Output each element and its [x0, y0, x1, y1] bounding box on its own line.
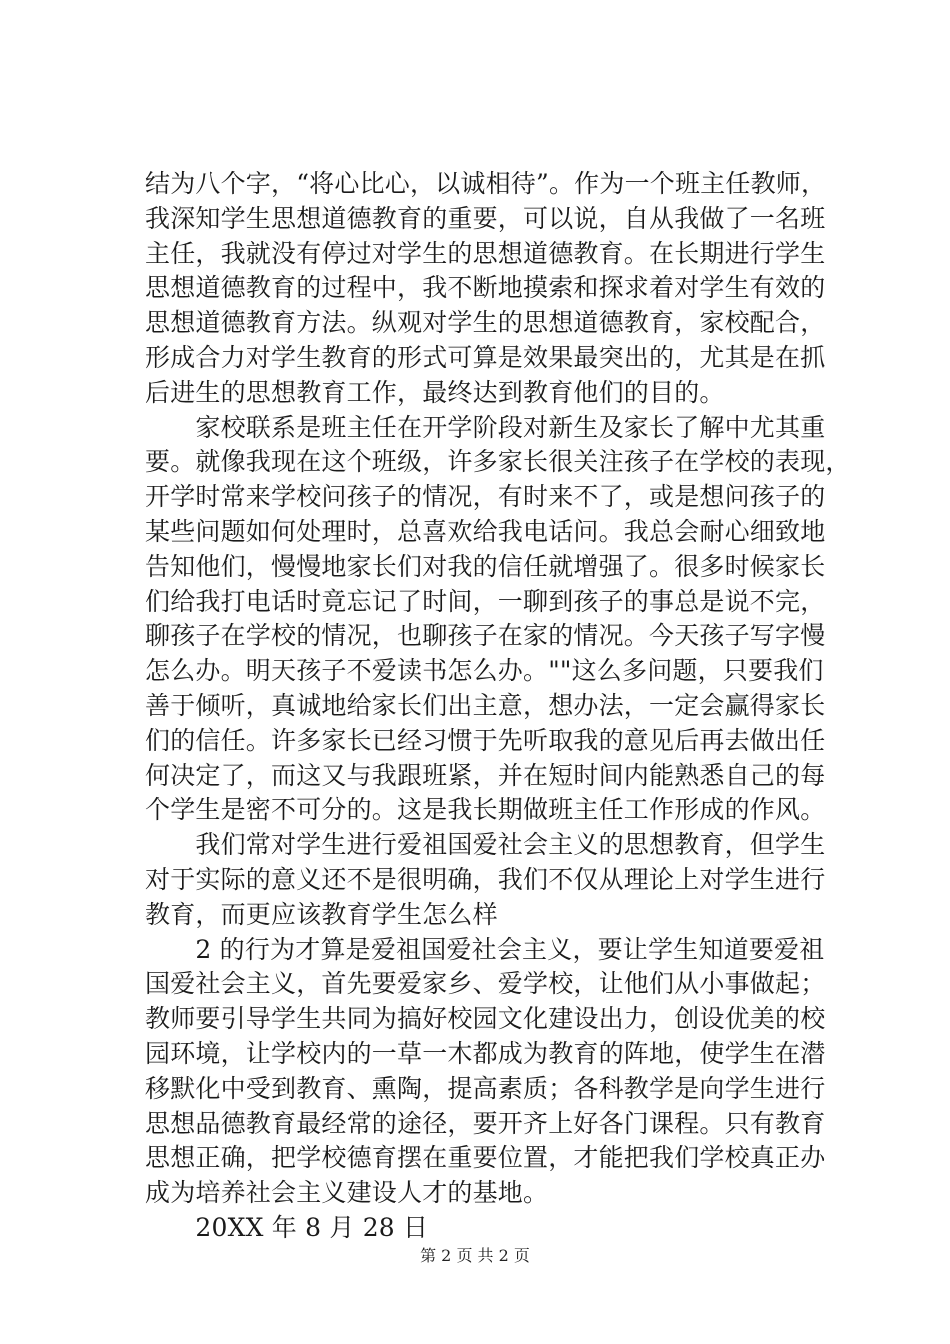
text-line: 思想正确，把学校德育摆在重要位置，才能把我们学校真正办: [145, 1143, 826, 1173]
text-line: 形成合力对学生教育的形式可算是效果最突出的，尤其是在抓: [145, 342, 826, 372]
text-line: 成为培养社会主义建设人才的基地。: [145, 1178, 549, 1208]
text-line: 善于倾听，真诚地给家长们出主意，想办法，一定会赢得家长: [145, 690, 826, 720]
text-line: 2 的行为才算是爱祖国爱社会主义，要让学生知道要爱祖: [145, 934, 825, 964]
text-line: 思想道德教育的过程中，我不断地摸索和探求着对学生有效的: [145, 273, 826, 303]
text-line: 个学生是密不可分的。这是我长期做班主任工作形成的作风。: [145, 795, 826, 825]
text-line: 怎么办。明天孩子不爱读书怎么办。""这么多问题，只要我们: [145, 656, 824, 686]
text-line: 园环境，让学校内的一草一木都成为教育的阵地，使学生在潜: [145, 1038, 826, 1068]
text-line: 告知他们，慢慢地家长们对我的信任就增强了。很多时候家长: [145, 551, 826, 581]
text-line: 主任，我就没有停过对学生的思想道德教育。在长期进行学生: [145, 238, 826, 268]
text-line: 对于实际的意义还不是很明确，我们不仅从理论上对学生进行: [145, 864, 826, 894]
text-line: 20XX 年 8 月 28 日: [145, 1212, 429, 1242]
text-line: 某些问题如何处理时，总喜欢给我电话问。我总会耐心细致地: [145, 516, 826, 546]
text-line: 何决定了，而这又与我跟班紧，并在短时间内能熟悉自己的每: [145, 760, 826, 790]
text-line: 要。就像我现在这个班级，许多家长很关注孩子在学校的表现，: [145, 447, 851, 477]
document-body: [145, 167, 851, 1246]
text-line: 教师要引导学生共同为搞好校园文化建设出力，创设优美的校: [145, 1004, 826, 1034]
text-line: 思想道德教育方法。纵观对学生的思想道德教育，家校配合，: [145, 308, 826, 338]
text-line: 我深知学生思想道德教育的重要，可以说，自从我做了一名班: [145, 203, 826, 233]
text-line: 国爱社会主义，首先要爱家乡、爱学校，让他们从小事做起；: [145, 969, 826, 999]
text-line: 聊孩子在学校的情况，也聊孩子在家的情况。今天孩子写字慢: [145, 621, 826, 651]
page-indicator: 第 2 页 共 2 页: [420, 1246, 530, 1265]
text-line: 家校联系是班主任在开学阶段对新生及家长了解中尤其重: [145, 412, 826, 442]
text-line: 们给我打电话时竟忘记了时间，一聊到孩子的事总是说不完，: [145, 586, 826, 616]
text-line: 移默化中受到教育、熏陶，提高素质；各科教学是向学生进行: [145, 1073, 826, 1103]
text-line: 教育，而更应该教育学生怎么样: [145, 899, 498, 929]
text-line: 后进生的思想教育工作，最终达到教育他们的目的。: [145, 377, 725, 407]
text-line: 开学时常来学校问孩子的情况，有时来不了，或是想问孩子的: [145, 482, 826, 512]
text-line: 思想品德教育最经常的途径，要开齐上好各门课程。只有教育: [145, 1108, 826, 1138]
page-footer: [0, 1245, 950, 1267]
text-line: 们的信任。许多家长已经习惯于先听取我的意见后再去做出任: [145, 725, 826, 755]
text-line: 结为八个字，“将心比心，以诚相待”。作为一个班主任教师，: [145, 169, 827, 198]
text-line: 我们常对学生进行爱祖国爱社会主义的思想教育，但学生: [145, 830, 826, 860]
